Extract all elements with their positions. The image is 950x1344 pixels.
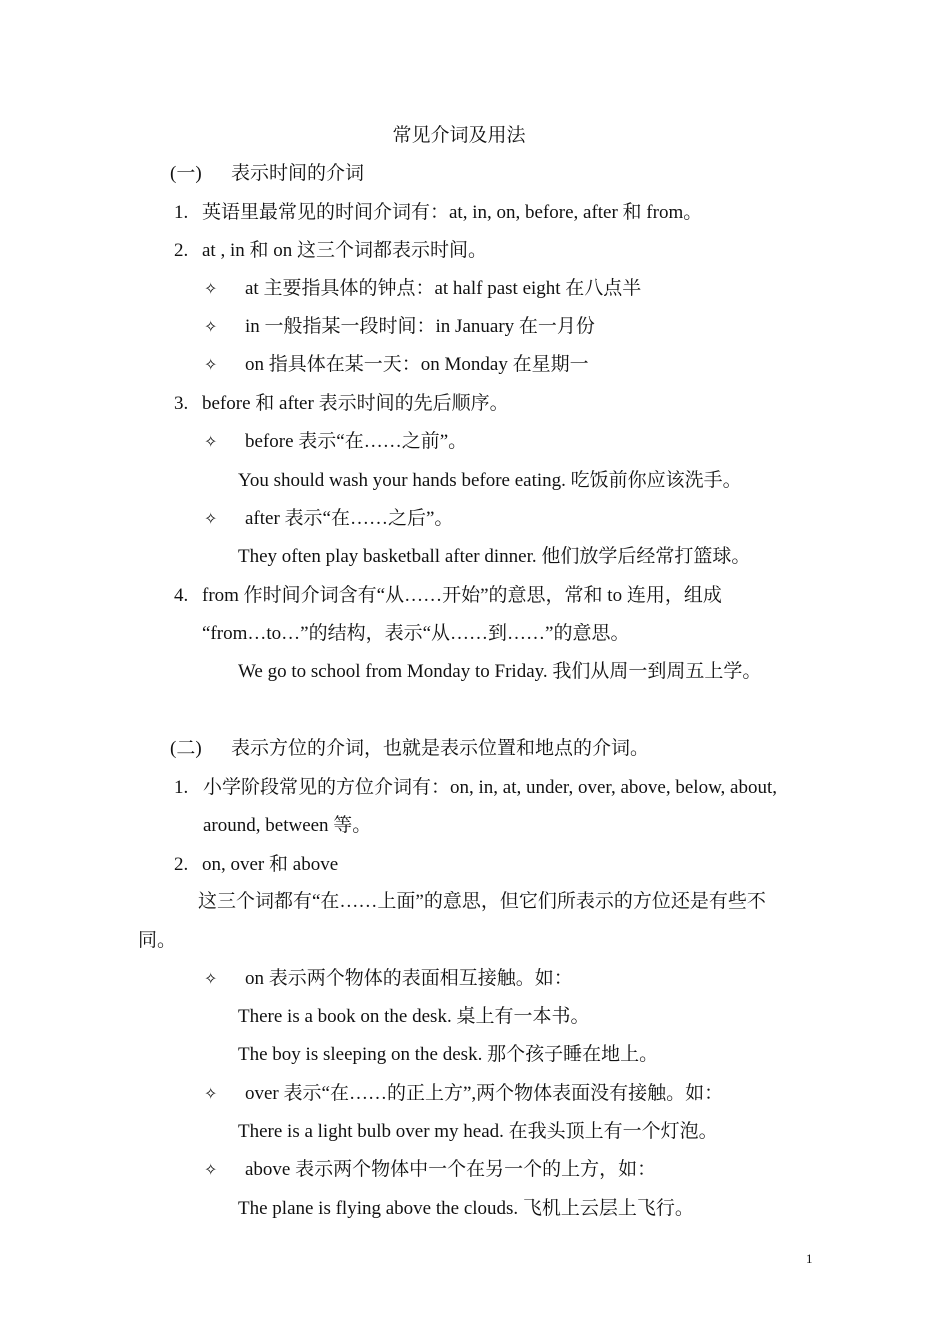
bullet-item: above 表示两个物体中一个在另一个的上方，如：: [245, 1159, 657, 1180]
example-sentence: The plane is flying above the clouds. 飞机上云层上飞行。: [238, 1198, 694, 1219]
list-number: 4.: [174, 585, 189, 606]
diamond-bullet-icon: ✧: [204, 969, 218, 988]
example-sentence: The boy is sleeping on the desk. 那个孩子睡在地上。: [238, 1044, 659, 1065]
list-item: from 作时间介词含有“从……开始”的意思，常和 to 连用，组成: [202, 585, 722, 606]
bullet-item: on 表示两个物体的表面相互接触。如：: [245, 968, 573, 989]
example-sentence: They often play basketball after dinner. 他们放学后经常打篮球。: [238, 546, 751, 567]
example-sentence: There is a light bulb over my head. 在我头顶上有一个灯泡。: [238, 1121, 718, 1142]
example-sentence: You should wash your hands before eating. 吃饭前你应该洗手。: [238, 470, 742, 491]
example-sentence: We go to school from Monday to Friday. 我们从周一到周五上学。: [238, 661, 762, 682]
bullet-item: at 主要指具体的钟点：at half past eight 在八点半: [245, 278, 642, 299]
bullet-item: in 一般指某一段时间：in January 在一月份: [245, 316, 595, 337]
bullet-item: on 指具体在某一天：on Monday 在星期一: [245, 354, 589, 375]
list-item: before 和 after 表示时间的先后顺序。: [202, 393, 509, 414]
example-sentence: There is a book on the desk. 桌上有一本书。: [238, 1006, 590, 1027]
list-number: 1.: [174, 777, 189, 798]
list-item-continuation: around, between 等。: [203, 815, 372, 836]
diamond-bullet-icon: ✧: [204, 432, 218, 451]
page-title: 常见介词及用法: [392, 125, 526, 146]
list-number: 3.: [174, 393, 189, 414]
diamond-bullet-icon: ✧: [204, 355, 218, 374]
section-2-number: (二): [170, 738, 202, 759]
list-item: on, over 和 above: [202, 854, 339, 875]
diamond-bullet-icon: ✧: [204, 1084, 218, 1103]
section-1-heading: 表示时间的介词: [231, 163, 365, 184]
paragraph: 这三个词都有“在……上面”的意思，但它们所表示的方位还是有些不: [198, 891, 766, 912]
diamond-bullet-icon: ✧: [204, 317, 218, 336]
list-number: 1.: [174, 202, 189, 223]
section-1-number: (一): [170, 163, 202, 184]
diamond-bullet-icon: ✧: [204, 509, 218, 528]
paragraph-continuation: 同。: [138, 930, 177, 951]
list-item: 英语里最常见的时间介词有：at, in, on, before, after 和 from。: [202, 202, 703, 223]
list-number: 2.: [174, 240, 189, 261]
bullet-item: before 表示“在……之前”。: [245, 431, 468, 452]
bullet-item: over 表示“在……的正上方”,两个物体表面没有接触。如：: [245, 1083, 724, 1104]
page-number: 1: [806, 1251, 813, 1266]
diamond-bullet-icon: ✧: [204, 279, 218, 298]
diamond-bullet-icon: ✧: [204, 1160, 218, 1179]
list-item: at , in 和 on 这三个词都表示时间。: [202, 240, 487, 261]
bullet-item: after 表示“在……之后”。: [245, 508, 454, 529]
list-item-continuation: “from…to…”的结构，表示“从……到……”的意思。: [202, 623, 630, 644]
list-number: 2.: [174, 854, 189, 875]
list-item: 小学阶段常见的方位介词有：on, in, at, under, over, above, below, about,: [203, 777, 778, 798]
section-2-heading: 表示方位的介词，也就是表示位置和地点的介词。: [231, 738, 650, 759]
